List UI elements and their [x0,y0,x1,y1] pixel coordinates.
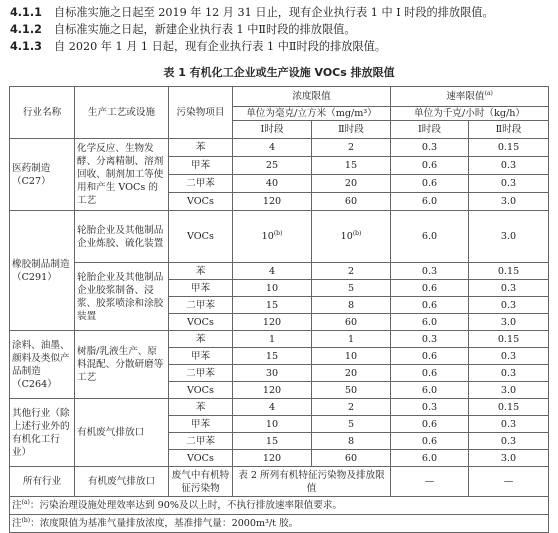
cell-value: 15 [265,350,279,362]
cell-value: 4 [268,142,276,153]
pollutant-cell: VOCs [169,314,233,331]
cell-value: 10 [261,231,274,242]
note-cell [10,497,549,515]
cell-value: 60 [344,196,358,207]
process-cell: 化学反应、生物发酵、分离精制、溶剂回收、制剂加工等使用和产生 VOCs 的工艺 [75,139,169,211]
conc-period-1-cell [233,399,312,416]
cell-value: 120 [262,316,282,328]
pollutant-cell: VOCs [169,193,233,211]
rate-period-2-cell: 0.3 [469,365,549,382]
conc-period-1-cell [233,348,312,365]
cell-value: 60 [344,452,358,464]
industry-cell: 涂料、油墨、颜料及类似产品制造（C264） [10,331,75,399]
conc-period-2-cell [312,331,391,348]
industry-cell: 所有行业 [10,467,75,497]
conc-period-1-cell [233,297,312,314]
cell-value: 120 [262,196,282,207]
conc-period-1-cell [233,211,312,263]
pollutant-cell: 二甲苯 [169,175,233,193]
process-cell: 轮胎企业及其他制品企业炼胶、硫化装置 [75,211,169,263]
conc-period-1-cell [233,193,312,211]
header-row [10,87,549,107]
rate-period-1-cell: 0.3 [391,139,469,157]
rate-period-2-cell: 0.3 [469,157,549,175]
conc-period-1-cell [233,365,312,382]
cell-value: 8 [347,435,355,447]
rate-period-2-cell: 3.0 [469,314,549,331]
emission-limits-table [9,86,549,533]
rate-period-1-cell: 6.0 [391,193,469,211]
rate-period-1-cell: 0.6 [391,157,469,175]
conc-period-1-cell [233,416,312,433]
header-pollutant: 污染物项目 [169,87,233,139]
table-row [10,211,549,263]
rate-period-2-cell: 0.3 [469,433,549,450]
cell-value: 20 [344,367,358,379]
cell-value: 10 [265,282,279,294]
conc-period-2-cell [312,433,391,450]
conc-period-1-cell [233,382,312,399]
note-marker: (a) [21,498,30,506]
note-text: ：浓度限值为基准气量排放浓度，基准排气量：2000m³/t 胶。 [30,518,299,529]
rate-period-2-cell: 0.3 [469,416,549,433]
pollutant-cell: 苯 [169,331,233,348]
rate-period-1-cell: 0.3 [391,399,469,416]
clause-text: 自 2020 年 1 月 1 日起，现有企业执行表 1 中Ⅱ时段的排放限值。 [54,40,387,53]
cell-value: 2 [347,401,355,413]
rate-period-2-cell: 3.0 [469,450,549,467]
conc-period-2-cell [312,348,391,365]
header-conc-period-1: Ⅰ时段 [233,121,312,139]
cell-value: 15 [265,299,279,311]
cell-value: 10 [344,350,358,362]
pollutant-cell: 甲苯 [169,416,233,433]
pollutant-cell: 苯 [169,139,233,157]
header-rate-unit: 单位为千克/小时（kg/h） [391,107,549,121]
rate-period-1-cell: 0.6 [391,416,469,433]
pollutant-cell: VOCs [169,450,233,467]
conc-period-2-cell [312,175,391,193]
header-rate-period-2: Ⅱ时段 [469,121,549,139]
table-row [10,139,549,157]
cell-value: 15 [344,160,358,171]
table-body [10,139,549,533]
rate-period-2-cell: 0.15 [469,263,549,280]
pollutant-cell: 甲苯 [169,348,233,365]
conc-period-2-cell [312,280,391,297]
note-text: ：污染治理设施处理效率达到 90%及以上时，不执行排放速率限值要求。 [29,500,343,511]
pollutant-cell: 苯 [169,263,233,280]
clause-text: 自标准实施之日起，新建企业执行表 1 中Ⅱ时段的排放限值。 [54,23,356,36]
cell-value: 60 [344,316,358,328]
pollutant-cell: 甲苯 [169,157,233,175]
table-title: 表 1 有机化工企业或生产设施 VOCs 排放限值 [163,66,395,79]
industry-cell: 医药制造（C27） [10,139,75,211]
conc-period-1-cell [233,450,312,467]
rate-period-1-cell: 0.6 [391,297,469,314]
note-row [10,515,549,533]
clause-number: 4.1.2 [10,23,42,36]
clause-text: 自标准实施之日起至 2019 年 12 月 31 日止，现有企业执行表 1 中 I 时段的排放限值。 [54,6,494,19]
header-rate-title: 速率限值 [446,91,485,102]
conc-period-2-cell [312,399,391,416]
rate-period-2-cell: 0.3 [469,348,549,365]
note-row [10,497,549,515]
cell-value: 8 [347,299,355,311]
conc-period-1-cell [233,280,312,297]
header-rate [391,87,549,107]
rate-period-2-cell: 0.3 [469,175,549,193]
cell-value: 4 [268,401,276,413]
clause-4-1-2 [10,21,494,38]
pollutant-cell: 废气中有机特征污染物 [169,467,233,497]
conc-period-1-cell [233,175,312,193]
pollutant-cell: 苯 [169,399,233,416]
rate-period-1-cell: 0.6 [391,365,469,382]
rate-period-1-cell: 0.6 [391,348,469,365]
rate-period-1-cell: 0.3 [391,331,469,348]
header-concentration: 浓度限值 [233,87,391,107]
rate-period-1-cell: 0.6 [391,280,469,297]
conc-period-2-cell [312,297,391,314]
pollutant-cell: VOCs [169,211,233,263]
table-row [10,399,549,416]
industry-cell: 其他行业（除上述行业外的有机化工行业） [10,399,75,467]
cell-value: 30 [265,367,279,379]
header-process: 生产工艺或设施 [75,87,169,139]
cell-value: 1 [268,333,276,345]
rate-period-2-cell: 3.0 [469,211,549,263]
process-cell: 轮胎企业及其他制品企业胶浆制备、浸浆、胶浆喷涂和涂胶装置 [75,263,169,331]
cell-value: 50 [344,384,358,396]
header-industry: 行业名称 [10,87,75,139]
header-concentration-unit: 单位为毫克/立方米（mg/m³） [233,107,391,121]
cell-value: 5 [347,282,355,294]
header-rate-period-1: Ⅰ时段 [391,121,469,139]
conc-period-1-cell [233,314,312,331]
note-cell [10,515,549,533]
cell-value: 15 [265,435,279,447]
header-rate-sup: (a) [484,89,493,97]
rate-period-1-cell: 6.0 [391,211,469,263]
table-row [10,263,549,280]
rate-period-2-cell: — [469,467,549,497]
rate-period-2-cell: 0.15 [469,139,549,157]
note-marker: (b) [21,516,31,524]
conc-period-2-cell [312,263,391,280]
cell-value: 10 [265,418,279,430]
conc-period-2-cell [312,450,391,467]
conc-period-2-cell [312,365,391,382]
conc-period-2-cell [312,211,391,263]
cell-value: 4 [268,265,276,277]
note-reference: (b) [352,229,362,237]
note-reference: (b) [273,229,283,237]
pollutant-cell: VOCs [169,382,233,399]
process-cell: 有机废气排放口 [75,399,169,467]
rate-period-1-cell: 0.6 [391,433,469,450]
cell-value: 120 [262,384,282,396]
cell-value: 2 [347,142,355,153]
process-cell: 树脂/乳液生产、原料混配、分散研磨等工艺 [75,331,169,399]
process-cell: 有机废气排放口 [75,467,169,497]
cell-value: 40 [265,178,279,189]
conc-period-2-cell [312,314,391,331]
conc-period-2-cell [312,139,391,157]
rate-period-1-cell: 6.0 [391,450,469,467]
clause-4-1-1 [10,4,494,21]
header-conc-period-2: Ⅱ时段 [312,121,391,139]
rate-period-2-cell: 0.3 [469,280,549,297]
cell-value: 1 [347,333,355,345]
rate-period-2-cell: 0.3 [469,297,549,314]
conc-period-1-cell [233,139,312,157]
clause-4-1-3 [10,38,494,55]
conc-period-1-cell [233,263,312,280]
note-prefix: 注 [12,500,22,511]
pollutant-cell: 甲苯 [169,280,233,297]
rate-period-2-cell: 3.0 [469,193,549,211]
conc-period-2-cell [312,157,391,175]
cell-value: 5 [347,418,355,430]
rate-period-1-cell: 0.3 [391,263,469,280]
rate-period-2-cell: 0.15 [469,399,549,416]
clause-number: 4.1.3 [10,40,42,53]
conc-period-1-cell [233,157,312,175]
industry-cell: 橡胶制品制造（C291） [10,211,75,331]
rate-period-1-cell: 0.6 [391,175,469,193]
conc-period-2-cell [312,416,391,433]
rate-period-2-cell: 0.15 [469,331,549,348]
merged-limit-cell: 表 2 所列有机特征污染物及排放限值 [233,467,391,497]
pollutant-cell: 二甲苯 [169,297,233,314]
cell-value: 10 [340,231,353,242]
rate-period-1-cell: 6.0 [391,314,469,331]
rate-period-1-cell: — [391,467,469,497]
pollutant-cell: 二甲苯 [169,365,233,382]
table-row-all-industries [10,467,549,497]
clause-number: 4.1.1 [10,6,42,19]
rate-period-2-cell: 3.0 [469,382,549,399]
pollutant-cell: 二甲苯 [169,433,233,450]
rate-period-1-cell: 6.0 [391,382,469,399]
note-prefix: 注 [12,518,22,529]
conc-period-1-cell [233,433,312,450]
table-row [10,331,549,348]
cell-value: 120 [262,452,282,464]
cell-value: 25 [265,160,279,171]
conc-period-2-cell [312,193,391,211]
conc-period-2-cell [312,382,391,399]
cell-value: 2 [347,265,355,277]
cell-value: 20 [344,178,358,189]
conc-period-1-cell [233,331,312,348]
standard-clauses [10,4,494,55]
